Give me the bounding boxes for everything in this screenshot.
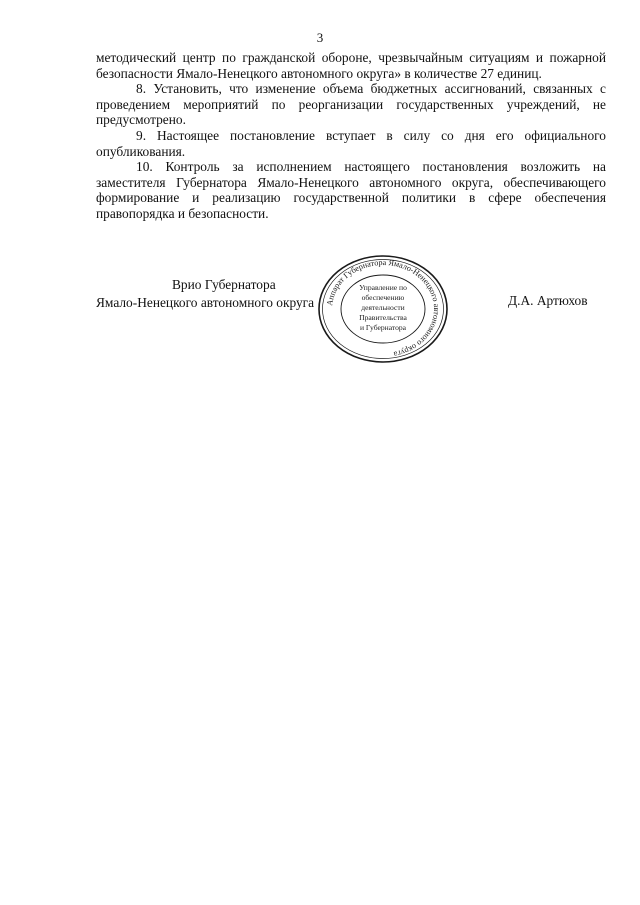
document-body (96, 50, 606, 222)
page-number: 3 (316, 30, 324, 45)
seal-center-line-5: и Губернатора (359, 323, 407, 332)
official-seal (316, 254, 450, 364)
signatory-name: Д.А. Артюхов (508, 293, 588, 308)
signatory-title-line-2: Ямало-Ненецкого автономного округа (96, 295, 315, 310)
seal-ring-text: Аппарат Губернатора Ямало-Ненецкого автономного округа (325, 257, 442, 359)
seal-center-line-4: Правительства (359, 313, 407, 322)
seal-center-line-3: деятельности (361, 303, 405, 312)
paragraph-9: 9. Настоящее постановление вступает в силу со дня его официального опубликования. (96, 127, 606, 159)
signatory-title-line-1: Врио Губернатора (172, 277, 276, 292)
paragraph-10: 10. Контроль за исполнением настоящего постановления возложить на заместителя Губернатора Ямало-Ненецкого автономного округа, обеспечивающего формирование и реализацию государственной политики в сфере обеспечения правопорядка и безопасности. (96, 159, 606, 221)
paragraph-7-continuation: методический центр по гражданской обороне, чрезвычайным ситуациям и пожарной безопасности Ямало-Ненецкого автономного округа» в количестве 27 единиц. (96, 50, 606, 81)
seal-center-line-2: обеспечению (361, 293, 405, 302)
paragraph-8: 8. Установить, что изменение объема бюджетных ассигнований, связанных с проведением мероприятий по реорганизации государственных учреждений, не предусмотрено. (96, 81, 606, 128)
signatory-title (96, 276, 314, 312)
seal-center-line-1: Управление по (359, 283, 407, 292)
